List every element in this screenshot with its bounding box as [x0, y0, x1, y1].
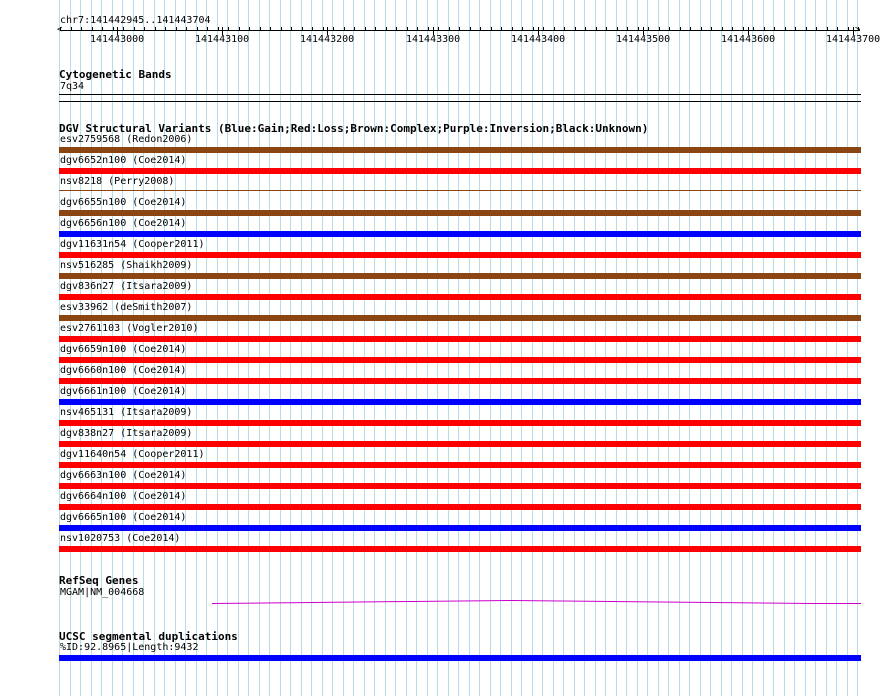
dgv-variant-label[interactable]: dgv836n27 (Itsara2009): [60, 281, 193, 292]
dgv-variant-label[interactable]: nsv465131 (Itsara2009): [60, 407, 193, 418]
ruler-arrow-left: <: [57, 25, 63, 35]
dgv-variant-label[interactable]: dgv6663n100 (Coe2014): [60, 470, 187, 481]
refseq-gene-label[interactable]: MGAM|NM_004668: [60, 587, 145, 598]
dgv-variant-label[interactable]: dgv6665n100 (Coe2014): [60, 512, 187, 523]
dgv-variant-label[interactable]: dgv6659n100 (Coe2014): [60, 344, 187, 355]
dgv-variant-label[interactable]: nsv8218 (Perry2008): [60, 176, 175, 187]
dgv-variant-label[interactable]: nsv1020753 (Coe2014): [60, 533, 181, 544]
ruler-tick-label: 141443100: [195, 34, 250, 45]
segdup-label[interactable]: %ID:92.8965|Length:9432: [60, 642, 199, 653]
cytoband-label: 7q34: [60, 81, 85, 92]
dgv-variant-label[interactable]: dgv6655n100 (Coe2014): [60, 197, 187, 208]
track-title-cytoband: Cytogenetic Bands: [59, 68, 172, 81]
ruler-tick-label: 141443500: [616, 34, 671, 45]
dgv-variant-label[interactable]: dgv6656n100 (Coe2014): [60, 218, 187, 229]
dgv-variant-label[interactable]: dgv6661n100 (Coe2014): [60, 386, 187, 397]
dgv-variant-label[interactable]: dgv6660n100 (Coe2014): [60, 365, 187, 376]
dgv-variant-label[interactable]: esv2761103 (Vogler2010): [60, 323, 199, 334]
dgv-variant-label[interactable]: dgv838n27 (Itsara2009): [60, 428, 193, 439]
ruler-tick-label: 141443200: [300, 34, 355, 45]
segdup-bar[interactable]: [59, 655, 861, 661]
locus-label: chr7:141442945..141443704: [60, 15, 211, 26]
dgv-variant-label[interactable]: esv2759568 (Redon2006): [60, 134, 193, 145]
dgv-variant-label[interactable]: dgv6664n100 (Coe2014): [60, 491, 187, 502]
track-title-refseq: RefSeq Genes: [59, 574, 139, 587]
ruler-tick-label: 141443600: [721, 34, 776, 45]
dgv-variant-label[interactable]: dgv11631n54 (Cooper2011): [60, 239, 205, 250]
ruler-tick-label: 141443400: [511, 34, 566, 45]
dgv-variant-label[interactable]: esv33962 (deSmith2007): [60, 302, 193, 313]
dgv-variant-label[interactable]: dgv6652n100 (Coe2014): [60, 155, 187, 166]
dgv-variant-label[interactable]: dgv11640n54 (Cooper2011): [60, 449, 205, 460]
ruler-arrow-right: >: [855, 25, 861, 35]
dgv-variant-label[interactable]: nsv516285 (Shaikh2009): [60, 260, 193, 271]
ruler-tick-label: 141443000: [90, 34, 145, 45]
ruler-tick-label: 141443300: [406, 34, 461, 45]
track-title-dgv: DGV Structural Variants (Blue:Gain;Red:Loss;Brown:Complex;Purple:Inversion;Black:Unknown): [59, 122, 649, 135]
track-title-segdups: UCSC segmental duplications: [59, 630, 238, 643]
ruler-tick-label: 141443700: [826, 34, 881, 45]
